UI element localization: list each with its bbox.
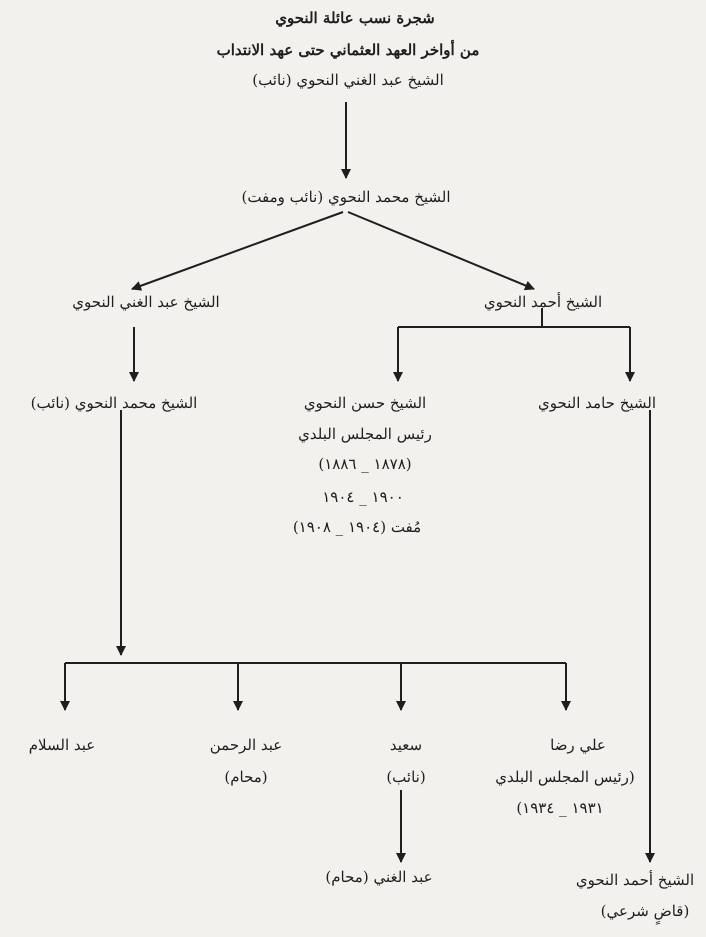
arrow-gen2-to-right: [348, 212, 534, 289]
node-gen4-hasan-mufti: مُفت (١٩٠٤ _ ١٩٠٨): [292, 518, 422, 536]
node-gen5-ahmad: الشيخ أحمد النحوي: [575, 871, 695, 889]
node-gen4-mohammad: الشيخ محمد النحوي (نائب): [30, 394, 198, 412]
node-gen4-hasan-title: رئيس المجلس البلدي: [298, 425, 432, 443]
node-gen5-ahmad-note: (قاضٍ شرعي): [600, 902, 690, 920]
node-gen5-ali-rida: علي رضا: [550, 736, 606, 754]
node-gen4-hasan-years2: ١٩٠٠ _ ١٩٠٤: [322, 488, 404, 506]
tree-subtitle: من أواخر العهد العثماني حتى عهد الانتداب: [216, 41, 480, 59]
node-gen5-abdulrahman: عبد الرحمن: [209, 736, 283, 754]
arrow-gen2-to-left: [132, 212, 343, 289]
node-root-abdulghani: الشيخ عبد الغني النحوي (نائب): [252, 71, 444, 89]
node-gen5-said-note: (نائب): [386, 768, 426, 786]
node-gen4-hamid: الشيخ حامد النحوي: [537, 394, 657, 412]
node-gen5-abdulrahman-note: (محام): [224, 768, 268, 786]
node-gen5-said: سعيد: [389, 736, 423, 754]
node-gen5-abdulsalam: عبد السلام: [28, 736, 96, 754]
node-gen5-ali-rida-title: (رئيس المجلس البلدي: [495, 768, 635, 786]
node-gen5-ali-rida-years: ١٩٣١ _ ١٩٣٤): [516, 799, 604, 817]
node-gen6-abdulghani: عبد الغني (محام): [325, 868, 433, 886]
tree-title: شجرة نسب عائلة النحوي: [275, 9, 435, 27]
node-gen3-ahmad: الشيخ أحمد النحوي: [483, 293, 603, 311]
node-gen3-abdulghani: الشيخ عبد الغني النحوي: [72, 293, 220, 311]
node-gen2-mohammad: الشيخ محمد النحوي (نائب ومفت): [241, 188, 451, 206]
node-gen4-hasan: الشيخ حسن النحوي: [303, 394, 427, 412]
node-gen4-hasan-years1: (١٨٧٨ _ ١٨٨٦): [318, 455, 412, 473]
